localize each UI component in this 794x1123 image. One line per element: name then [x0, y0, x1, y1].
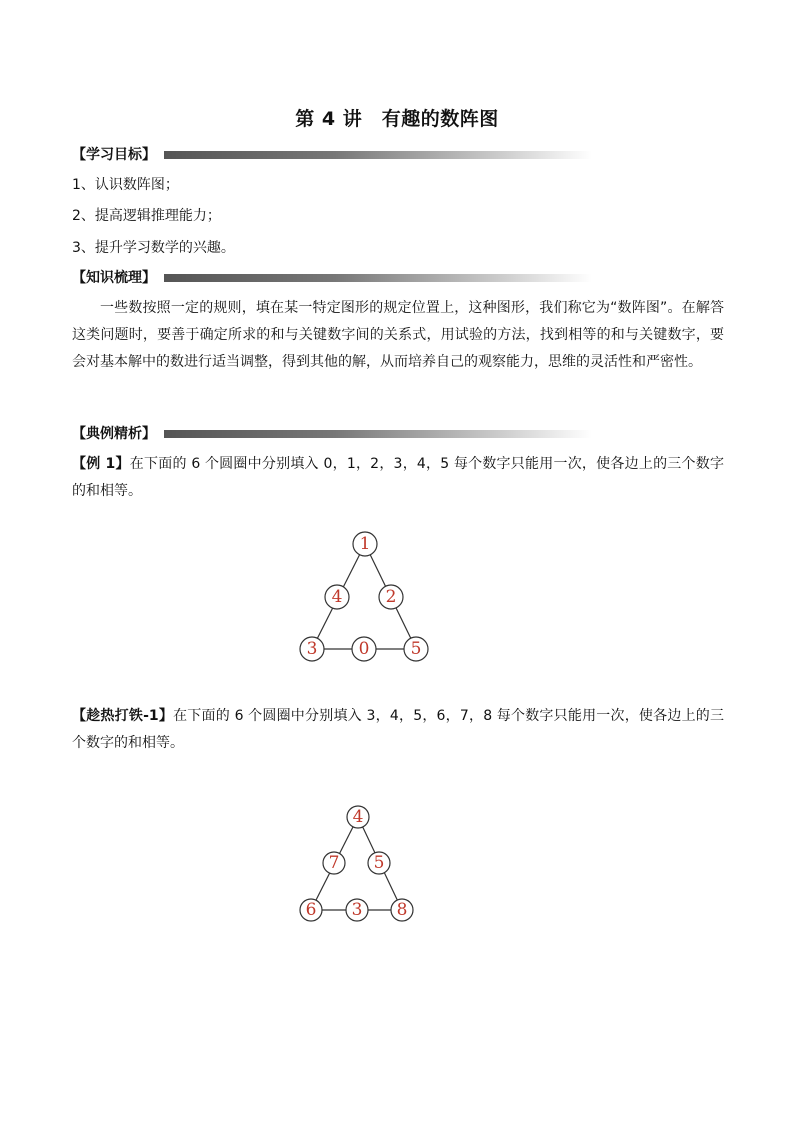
- section-divider-bar: [164, 151, 592, 159]
- page-title: 第 4 讲 有趣的数阵图: [295, 108, 499, 130]
- circle-number: 2: [385, 587, 397, 607]
- circle-top: [353, 532, 377, 556]
- example-text: 在下面的 6 个圆圈中分别填入 0，1，2，3，4，5 每个数字只能用一次，使各边上的三个数字的和相等。: [72, 456, 724, 499]
- circle-bottom-left: [300, 899, 322, 921]
- number-triangle-practice-1: [295, 800, 420, 925]
- circle-bottom-right: [404, 637, 428, 661]
- example-1: [72, 451, 724, 505]
- circle-number: 4: [352, 807, 364, 827]
- practice-1: [72, 703, 724, 757]
- circle-right-mid: [379, 585, 403, 609]
- section-label: 【典例精析】: [72, 426, 156, 442]
- circle-left-mid: [325, 585, 349, 609]
- number-triangle-example-1: [290, 525, 440, 670]
- practice-text: 在下面的 6 个圆圈中分别填入 3，4，5，6，7，8 每个数字只能用一次，使各边上的三个数字的和相等。: [72, 708, 724, 751]
- section-divider-bar: [164, 430, 592, 438]
- circle-left-mid: [323, 852, 345, 874]
- section-label: 【知识梳理】: [72, 270, 156, 286]
- section-divider-bar: [164, 274, 592, 282]
- section-label: 【学习目标】: [72, 147, 156, 163]
- circle-number: 8: [396, 900, 408, 920]
- circle-number: 5: [410, 639, 422, 659]
- example-tag: 【例 1】: [72, 456, 130, 472]
- circle-number: 5: [373, 853, 385, 873]
- goal-item: 3、提升学习数学的兴趣。: [72, 240, 235, 256]
- knowledge-paragraph: 一些数按照一定的规则，填在某一特定图形的规定位置上，这种图形，我们称它为“数阵图”。在解答这类问题时，要善于确定所求的和与关键数字间的关系式，用试验的方法，找到相等的和与关键数字，要会对基本解中的数进行适当调整，得到其他的解，从而培养自己的观察能力，思维的灵活性和严密性。: [72, 300, 724, 370]
- section-header-examples: [72, 423, 592, 445]
- circle-top: [347, 806, 369, 828]
- circle-number: 7: [328, 853, 340, 873]
- circle-number: 3: [351, 900, 363, 920]
- practice-tag: 【趁热打铁-1】: [72, 708, 174, 724]
- circle-number: 6: [305, 900, 317, 920]
- section-header-goals: [72, 144, 592, 166]
- section-header-knowledge: [72, 267, 592, 289]
- goal-item: 1、认识数阵图；: [72, 177, 179, 193]
- goal-item: 2、提高逻辑推理能力；: [72, 208, 221, 224]
- circle-number: 0: [358, 639, 370, 659]
- circle-number: 3: [306, 639, 318, 659]
- circle-bottom-right: [391, 899, 413, 921]
- circle-number: 4: [331, 587, 343, 607]
- circle-right-mid: [368, 852, 390, 874]
- circle-bottom-mid: [346, 899, 368, 921]
- circle-bottom-mid: [352, 637, 376, 661]
- circle-bottom-left: [300, 637, 324, 661]
- circle-number: 1: [359, 534, 371, 554]
